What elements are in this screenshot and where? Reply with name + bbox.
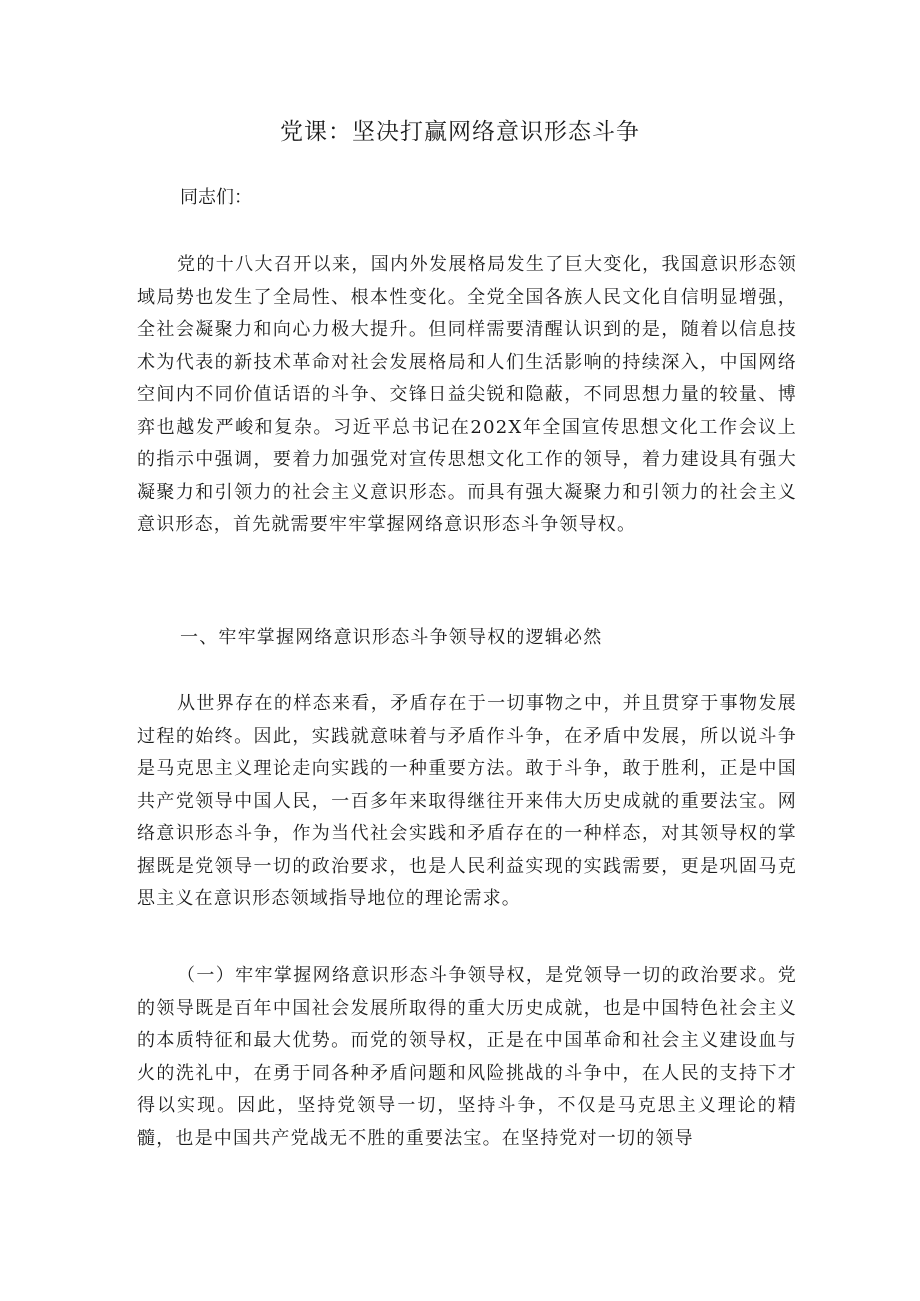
paragraph-struggle: 从世界存在的样态来看，矛盾存在于一切事物之中，并且贯穿于事物发展过程的始终。因此，实践就意味着与矛盾作斗争，在矛盾中发展，所以说斗争是马克思主义理论走向实践的一种重要方法。敢于斗争，敢于胜利，正是中国共产党领导中国人民，一百多年来取得继往开来伟大历史成就的重要法宝。网络意识形态斗争，作为当代社会实践和矛盾存在的一种样态，对其领导权的掌握既是党领导一切的政治要求，也是人民利益实现的实践需要，更是巩固马克思主义在意识形态领域指导地位的理论需求。: [137, 693, 797, 909]
salutation: 同志们：: [180, 187, 252, 208]
document-title: 党课：坚决打赢网络意识形态斗争: [280, 119, 640, 145]
section-heading: 一、牢牢掌握网络意识形态斗争领导权的逻辑必然: [180, 627, 603, 648]
paragraph-subsection-one: （一）牢牢掌握网络意识形态斗争领导权，是党领导一切的政治要求。党的领导既是百年中国社会发展所取得的重大历史成就，也是中国特色社会主义的本质特征和最大优势。而党的领导权，正是在中国革命和社会主义建设血与火的洗礼中，在勇于同各种矛盾问题和风险挑战的斗争中，在人民的支持下才得以实现。因此，坚持党领导一切，坚持斗争，不仅是马克思主义理论的精髓，也是中国共产党战无不胜的重要法宝。在坚持党对一切的领导: [137, 965, 797, 1149]
paragraph-intro: 党的十八大召开以来，国内外发展格局发生了巨大变化，我国意识形态领域局势也发生了全局性、根本性变化。全党全国各族人民文化自信明显增强，全社会凝聚力和向心力极大提升。但同样需要清醒认识到的是，随着以信息技术为代表的新技术革命对社会发展格局和人们生活影响的持续深入，中国网络空间内不同价值话语的斗争、交锋日益尖锐和隐蔽，不同思想力量的较量、博弈也越发严峻和复杂。习近平总书记在202X年全国宣传思想文化工作会议上的指示中强调，要着力加强党对宣传思想文化工作的领导，着力建设具有强大凝聚力和引领力的社会主义意识形态。而具有强大凝聚力和引领力的社会主义意识形态，首先就需要牢牢掌握网络意识形态斗争领导权。: [137, 254, 797, 535]
